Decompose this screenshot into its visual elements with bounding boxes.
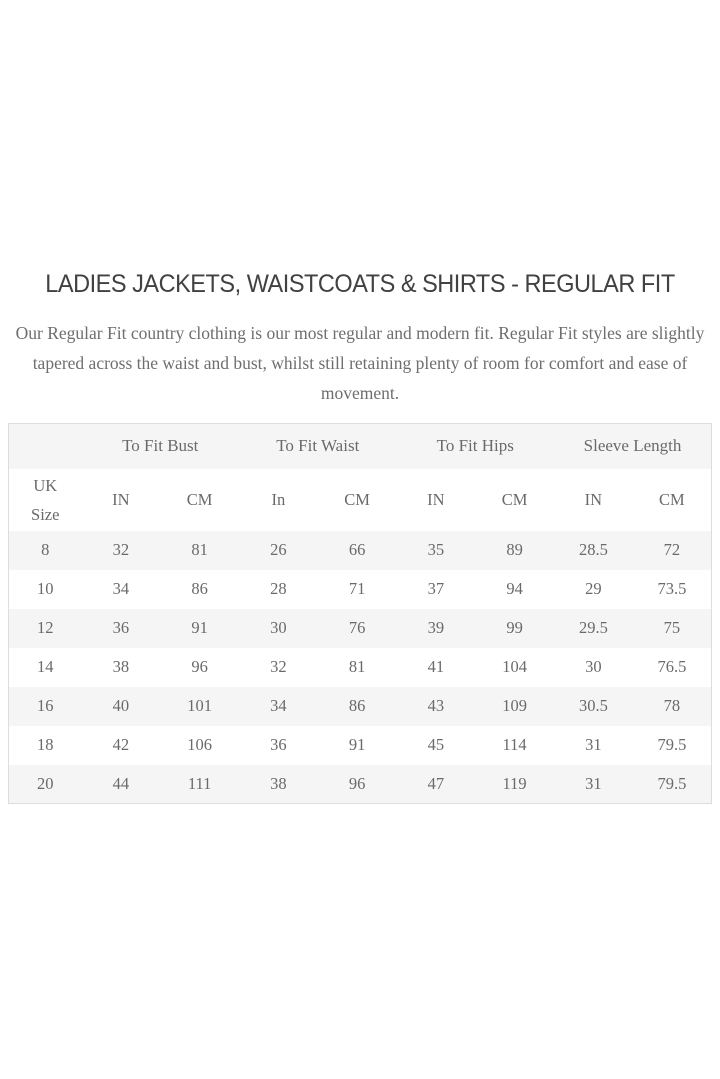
- measurement-cell: 72: [663, 540, 681, 559]
- measurement-group-header-cell: To Fit Waist: [239, 424, 397, 469]
- size-row: [9, 765, 712, 804]
- measurement-cell: 96: [191, 657, 208, 676]
- unit-header-cell: IN: [554, 469, 633, 531]
- measurement-cell: 106: [187, 735, 212, 754]
- measurement-cell: 31: [585, 773, 602, 793]
- measurement-cell: 40: [112, 696, 130, 715]
- measurement-group-header-cell: To Fit Bust: [82, 424, 240, 469]
- measurement-cell: 30: [270, 618, 287, 637]
- measurement-group-header-cell: Sleeve Length: [554, 424, 712, 469]
- measurement-cell: 81: [348, 657, 366, 676]
- measurement-cell: 26: [270, 540, 287, 559]
- measurement-cell: 41: [427, 657, 445, 676]
- measurement-cell: 28.5: [578, 540, 608, 559]
- measurement-cell: 28: [270, 579, 287, 598]
- measurement-cell: 32: [270, 657, 287, 676]
- measurement-cell: 45: [427, 735, 445, 754]
- page-title: LADIES JACKETS, WAISTCOATS & SHIRTS - REGULAR FIT: [45, 270, 675, 298]
- measurement-cell: 30: [585, 657, 602, 676]
- size-row: [9, 687, 712, 726]
- unit-header-cell: IN: [397, 469, 476, 531]
- measurement-cell: 114: [502, 735, 527, 754]
- measurement-cell: 39: [427, 618, 445, 637]
- size-row: [9, 609, 712, 648]
- measurement-cell: 44: [112, 773, 130, 793]
- unit-header-cell: IN: [82, 469, 161, 531]
- measurement-cell: 96: [348, 773, 366, 793]
- uk-size-header-cell: UK Size: [9, 469, 82, 531]
- measurement-cell: 73.5: [657, 579, 687, 598]
- size-row: [9, 648, 712, 687]
- size-row: [9, 570, 712, 609]
- measurement-cell: 76: [348, 618, 366, 637]
- measurement-cell: 37: [427, 579, 445, 598]
- fit-description: Our Regular Fit country clothing is our most regular and modern fit. Regular Fit styles are slightly tapered across the waist and bust, whilst still retaining plenty of room for comfort and ease of movement.: [15, 323, 705, 403]
- measurement-cell: 79.5: [657, 773, 687, 793]
- unit-header-row: [9, 469, 712, 531]
- measurement-cell: 104: [502, 657, 527, 676]
- measurement-cell: 119: [502, 773, 527, 793]
- measurement-cell: 36: [270, 735, 287, 754]
- measurement-cell: 109: [502, 696, 527, 715]
- size-chart-body: [9, 531, 712, 804]
- measurement-cell: 31: [585, 735, 602, 754]
- measurement-cell: 76.5: [657, 657, 687, 676]
- measurement-cell: 91: [348, 735, 366, 754]
- measurement-cell: 43: [427, 696, 445, 715]
- measurement-cell: 101: [187, 696, 212, 715]
- measurement-cell: 99: [506, 618, 523, 637]
- unit-header-cell: CM: [633, 469, 712, 531]
- uk-size-cell: 8: [41, 540, 50, 559]
- size-row: [9, 531, 712, 570]
- size-row: [9, 726, 712, 765]
- uk-size-cell: 14: [37, 657, 54, 676]
- measurement-cell: 71: [348, 579, 366, 598]
- uk-size-cell: 20: [37, 773, 54, 793]
- measurement-group-header-row: [9, 424, 712, 469]
- measurement-cell: 75: [663, 618, 681, 637]
- measurement-cell: 78: [663, 696, 681, 715]
- unit-header-cell: In: [239, 469, 318, 531]
- measurement-cell: 34: [270, 696, 287, 715]
- unit-header-cell: CM: [475, 469, 554, 531]
- measurement-group-header-cell: To Fit Hips: [397, 424, 555, 469]
- size-chart-header: [9, 424, 712, 531]
- measurement-cell: 81: [191, 540, 208, 559]
- size-chart-table: [8, 423, 712, 804]
- uk-size-cell: 12: [37, 618, 54, 637]
- measurement-cell: 35: [427, 540, 445, 559]
- measurement-cell: 30.5: [578, 696, 608, 715]
- measurement-cell: 38: [112, 657, 130, 676]
- measurement-cell: 29.5: [578, 618, 608, 637]
- measurement-cell: 36: [112, 618, 130, 637]
- unit-header-cell: CM: [160, 469, 239, 531]
- measurement-cell: 32: [112, 540, 130, 559]
- uk-size-cell: 16: [37, 696, 54, 715]
- measurement-cell: 111: [187, 773, 212, 793]
- uk-size-cell: 18: [37, 735, 54, 754]
- measurement-cell: 86: [348, 696, 366, 715]
- unit-header-cell: CM: [318, 469, 397, 531]
- measurement-cell: 42: [112, 735, 130, 754]
- measurement-cell: 66: [348, 540, 366, 559]
- measurement-cell: 94: [506, 579, 523, 598]
- measurement-cell: 89: [506, 540, 523, 559]
- measurement-cell: 38: [270, 773, 287, 793]
- measurement-cell: 91: [191, 618, 208, 637]
- measurement-cell: 47: [427, 773, 445, 793]
- group-header-spacer-cell: [9, 424, 82, 469]
- measurement-cell: 86: [191, 579, 208, 598]
- measurement-cell: 29: [585, 579, 602, 598]
- measurement-cell: 34: [112, 579, 130, 598]
- uk-size-cell: 10: [37, 579, 54, 598]
- measurement-cell: 79.5: [657, 735, 687, 754]
